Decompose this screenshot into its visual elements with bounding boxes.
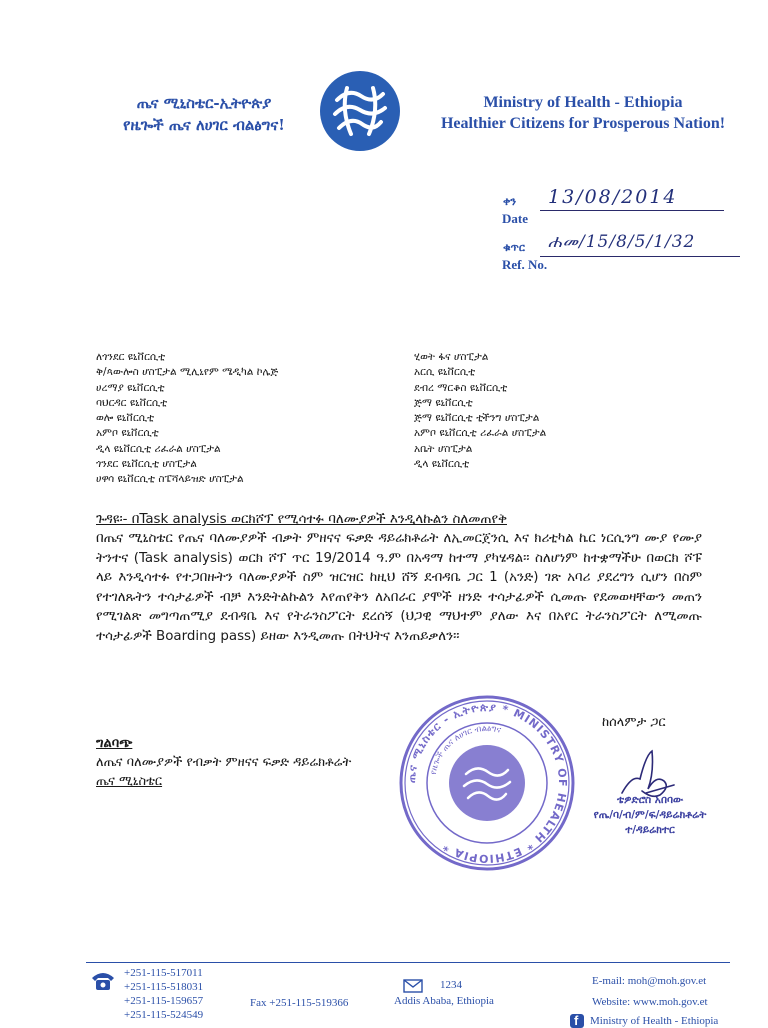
footer-phone: +251-115-518031 — [124, 981, 204, 993]
letter-subject — [96, 510, 696, 530]
addressee: ባህርዳር ዩኒቨርሲቲ — [96, 396, 168, 409]
footer-fax: Fax +251-115-519366 — [250, 997, 349, 1009]
addressee: አርሲ ዩኒቨርሲቲ — [414, 366, 476, 379]
footer-email[interactable] — [592, 974, 706, 988]
signatory-name: ቴዎድሮስ አበባው — [616, 794, 684, 806]
ref-label: Ref. No. — [502, 257, 548, 272]
ref-underline — [540, 256, 740, 257]
addressee: ሀዋሳ ዩኒቨርሲቲ ስፔሻላይዝድ ሆስፒታል — [96, 473, 244, 486]
addressees-right — [414, 350, 546, 472]
cc-line1: ለጤና ባለሙያዎች የብቃት ምዘናና ፍቃድ ዳይሬክቶሬት — [96, 755, 352, 770]
addressee: ጅማ ዩኒቨርሲቲ — [414, 396, 473, 409]
footer-po-box: 1234 — [440, 979, 462, 991]
footer-website[interactable] — [592, 995, 708, 1009]
header-amharic — [104, 92, 304, 136]
header-english-line1: Ministry of Health - Ethiopia — [483, 94, 683, 111]
addressee: ደብረ ማርቆስ ዩኒቨርሲቲ — [414, 381, 508, 394]
footer-phone: +251-115-524549 — [124, 1009, 204, 1021]
ref-value: ሐመ/15/8/5/1/32 — [548, 232, 696, 252]
addressee: ዲላ ዩኒቨርሲቲ ሪፈራል ሆስፒታል — [96, 442, 221, 455]
addressee: ቅ/ጳውሎስ ሆስፒታል ሚሊኒየም ሜዲካል ኮሌጅ — [96, 366, 279, 379]
closing-text: ከሰላምታ ጋር — [602, 715, 666, 730]
header-amharic-line2: የዜጐች ጤና ለሀገር ብልፅግና! — [123, 116, 285, 134]
header-english — [418, 92, 748, 134]
cc-block — [96, 734, 351, 791]
footer-email-text[interactable]: E-mail: moh@moh.gov.et — [592, 975, 707, 987]
addressee: ሂወት ፋና ሆስፒታል — [414, 351, 489, 363]
ministry-logo — [319, 70, 401, 152]
addressee: ሀረማያ ዩኒቨርሲቲ — [96, 381, 165, 394]
addressee: ጎንደር ዩኒቨርሲቲ ሆስፒታል — [96, 458, 197, 471]
official-stamp — [398, 694, 576, 872]
addressee: ወሎ ዩኒቨርሲቲ — [96, 412, 155, 425]
letter-body: በጤና ሚኒስቴር የጤና ባለሙያዎች ብቃት ምዘናና ፍቃድ ዳይሬክቶሬት ለኢመርጀንሲ እና ክሪቲካል ኬር ነርሲንግ ሙያ የሙያ ትንተና (Task analysis) ወርክ ሾፕ ጥር 19/2014 ዓ.ም በአዳማ ከተማ ያካሄዳል፡፡ ስለሆነም ከተቋማችሁ በወርክ ሾፑ ላይ እንዲሳተፉ የተጋበዙትን ባለሙያዎች ስም ዝርዝር ከዚህ ሸኝ ደብዳቤ ጋር 1 (አንድ) ገጽ አባሪ ያደረግን ሲሆን በስም የተገለጹትን ተሳታፊዎች ብቻ እንድትልኩልን እየጠየቅን ለአበራር ያሞች ዘንድ ተሳታፊዎች ሲመጡ የደመወዛቸውን መጠን የሚገልጽ መግጣጠሚያ ደብዳቤ እና የትራንስፖርት ደረሰኝ (ህጋዊ ማህተም ያለው እና በአየር ትራንስፖርት ለሚመጡ ተሳታፊዎች Boarding pass) ይዘው እንዲመጡ በትህትና እንጠይቃለን፡፡ — [96, 531, 702, 644]
date-amharic-label: ቀን — [503, 195, 517, 208]
header-amharic-line1: ጤና ሚኒስቴር-ኢትዮጵያ — [136, 94, 272, 112]
footer-phones — [124, 966, 203, 1022]
addressees-left — [96, 350, 278, 488]
addressee: ዲላ ዩኒቨርሲቲ — [414, 458, 470, 471]
signatory-title2: ተ/ዳይሬክተር — [625, 824, 675, 836]
signatory-title1: የጤ/ባ/ብ/ም/ፍ/ዳይሬክቶሬት — [593, 809, 707, 821]
footer-phone: +251-115-517011 — [124, 967, 203, 979]
addressee: አቤት ሆስፒታል — [414, 442, 473, 455]
telephone-icon — [90, 970, 116, 992]
subject-text: ጉዳዩ፡- በTask analysis ወርክሾፕ የሚሳተፉ ባለሙያዎች እንዲላኩልን ስለመጠየቅ — [96, 512, 507, 527]
addressee: ለጎንደር ዩኒቨርሲቲ — [96, 351, 166, 363]
date-value: 13/08/2014 — [548, 186, 678, 208]
mail-envelope-icon — [403, 978, 423, 992]
footer-divider — [86, 962, 730, 963]
addressee: ጅማ ዩኒቨርሲቲ ቲችንግ ሆስፒታል — [414, 412, 540, 425]
footer-phone: +251-115-159657 — [124, 995, 204, 1007]
footer-city: Addis Ababa, Ethiopia — [394, 995, 494, 1007]
header-english-line2: Healthier Citizens for Prosperous Nation! — [440, 115, 726, 132]
addressee: አምቦ ዩኒቨርሲቲ ሪፈራል ሆስፒታል — [414, 427, 547, 440]
stamp-outer-text: ጤና ሚኒስቴር - ኢትዮጵያ * MINISTRY OF HEALTH * ETHIOPIA * — [404, 700, 570, 866]
date-underline — [540, 210, 724, 211]
footer-facebook[interactable]: Ministry of Health - Ethiopia — [590, 1015, 719, 1027]
date-label: Date — [502, 211, 528, 226]
cc-line2: ጤና ሚኒስቴር — [96, 774, 163, 789]
cc-title: ግልባጭ — [96, 736, 133, 751]
footer-website-text[interactable]: Website: www.moh.gov.et — [592, 996, 708, 1008]
facebook-icon[interactable]: f — [570, 1014, 584, 1028]
signatory-block — [560, 793, 740, 838]
ref-amharic-label: ቁጥር — [503, 241, 525, 254]
addressee: አምቦ ዩኒቨርሲቲ — [96, 427, 159, 440]
stamp-inner-text: የዜጐች ጤና ለሀገር ብልፅግና — [428, 723, 502, 776]
